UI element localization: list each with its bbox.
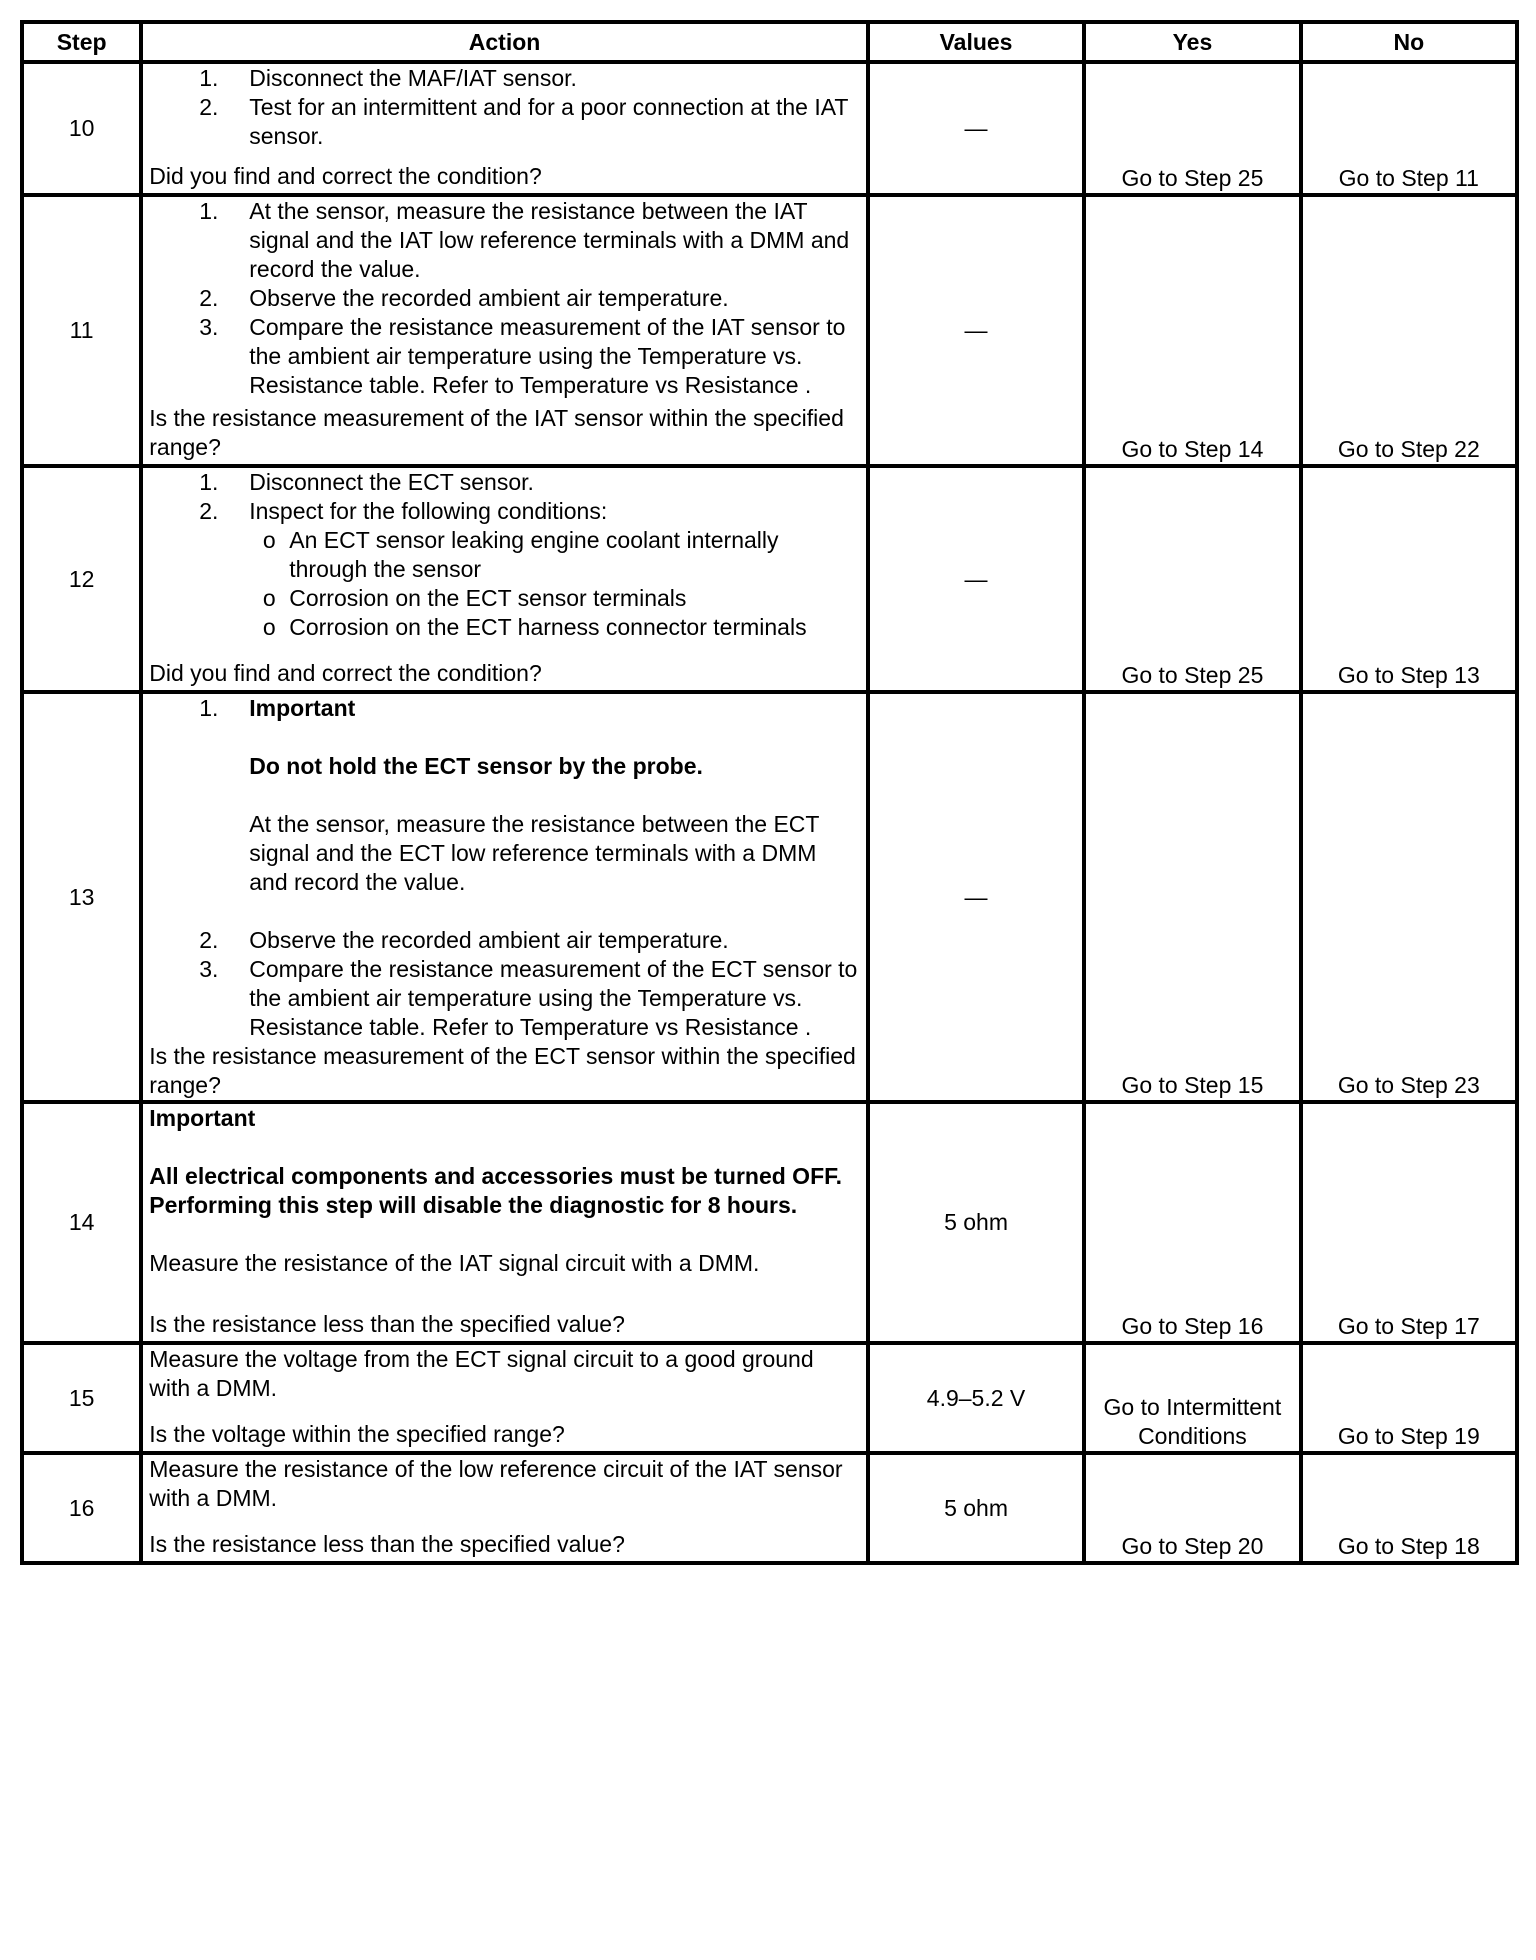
no-cell: Go to Step 11 — [1301, 62, 1517, 195]
list-item: 3. Compare the resistance measurement of the IAT sensor to the ambient air temperature using the Temperature vs. Resistance table. Refer to Temperature vs Resistance . — [199, 314, 846, 398]
action-cell — [141, 195, 868, 466]
step-number: 11 — [22, 195, 141, 466]
table-row — [22, 1102, 1517, 1343]
question-text: Is the resistance less than the specified value? — [149, 1531, 625, 1557]
question-text: Is the resistance measurement of the IAT sensor within the specified range? — [149, 405, 844, 460]
yes-cell: Go to Intermittent Conditions — [1084, 1343, 1300, 1453]
no-cell: Go to Step 18 — [1301, 1453, 1517, 1563]
list-item: 1. Disconnect the MAF/IAT sensor. — [199, 65, 577, 91]
sub-list-item: o Corrosion on the ECT sensor terminals — [149, 584, 860, 613]
important-label: Important — [249, 695, 356, 721]
question-text: Did you find and correct the condition? — [149, 660, 542, 686]
header-yes: Yes — [1084, 22, 1300, 62]
header-values: Values — [868, 22, 1084, 62]
table-row — [22, 466, 1517, 692]
sub-list-item: o An ECT sensor leaking engine coolant internally through the sensor — [149, 526, 860, 584]
no-cell: Go to Step 17 — [1301, 1102, 1517, 1343]
action-cell — [141, 466, 868, 692]
no-cell: Go to Step 19 — [1301, 1343, 1517, 1453]
yes-cell: Go to Step 20 — [1084, 1453, 1300, 1563]
value-cell: — — [868, 195, 1084, 466]
instruction-text: Measure the resistance of the IAT signal circuit with a DMM. — [149, 1250, 760, 1276]
step-number: 14 — [22, 1102, 141, 1343]
table-row — [22, 692, 1517, 1102]
step-number: 16 — [22, 1453, 141, 1563]
warning-text: All electrical components and accessories must be turned OFF. Performing this step will disable the diagnostic for 8 hours. — [149, 1163, 843, 1218]
action-cell — [141, 1102, 868, 1343]
instruction-text: At the sensor, measure the resistance between the ECT signal and the ECT low reference terminals with a DMM and record the value. — [249, 811, 820, 895]
important-label: Important — [149, 1105, 256, 1131]
step-number: 15 — [22, 1343, 141, 1453]
action-cell — [141, 692, 868, 1102]
list-item: 2. Observe the recorded ambient air temperature. — [199, 927, 729, 953]
header-row — [22, 22, 1517, 62]
warning-text: Do not hold the ECT sensor by the probe. — [249, 753, 703, 779]
diagnostic-table — [20, 20, 1519, 1565]
question-text: Is the voltage within the specified range? — [149, 1421, 565, 1447]
list-item: 3. Compare the resistance measurement of the ECT sensor to the ambient air temperature using the Temperature vs. Resistance table. Refer to Temperature vs Resistance . — [199, 956, 858, 1040]
list-item: 2. Observe the recorded ambient air temperature. — [199, 285, 729, 311]
value-cell: 5 ohm — [868, 1453, 1084, 1563]
list-item: 2. Test for an intermittent and for a poor connection at the IAT sensor. — [199, 94, 849, 149]
yes-cell: Go to Step 16 — [1084, 1102, 1300, 1343]
table-row — [22, 1453, 1517, 1563]
value-cell: — — [868, 62, 1084, 195]
value-cell: 4.9–5.2 V — [868, 1343, 1084, 1453]
value-cell: — — [868, 466, 1084, 692]
step-number: 12 — [22, 466, 141, 692]
step-number: 10 — [22, 62, 141, 195]
bullet-icon: o — [262, 585, 276, 611]
bullet-icon: o — [262, 614, 276, 640]
list-item: 2. Inspect for the following conditions: — [199, 498, 608, 524]
question-text: Is the resistance less than the specified value? — [149, 1311, 625, 1337]
no-cell: Go to Step 13 — [1301, 466, 1517, 692]
list-item: 1. At the sensor, measure the resistance between the IAT signal and the IAT low reference terminals with a DMM and record the value. — [199, 198, 850, 282]
yes-cell: Go to Step 25 — [1084, 62, 1300, 195]
header-action: Action — [141, 22, 868, 62]
step-number: 13 — [22, 692, 141, 1102]
header-step: Step — [22, 22, 141, 62]
list-item: 1. Important Do not hold the ECT sensor by the probe. At the sensor, measure the resistance between the ECT signal and the ECT low reference terminals with a DMM and record the value. — [149, 694, 860, 926]
list-item: 1. Disconnect the ECT sensor. — [199, 469, 534, 495]
action-cell — [141, 62, 868, 195]
action-cell — [141, 1453, 868, 1563]
bullet-icon: o — [262, 527, 276, 553]
instruction-text: Measure the voltage from the ECT signal circuit to a good ground with a DMM. — [149, 1346, 814, 1401]
header-no: No — [1301, 22, 1517, 62]
question-text: Did you find and correct the condition? — [149, 163, 542, 189]
yes-cell: Go to Step 14 — [1084, 195, 1300, 466]
table-row — [22, 62, 1517, 195]
yes-cell: Go to Step 25 — [1084, 466, 1300, 692]
sub-list-item: o Corrosion on the ECT harness connector terminals — [149, 613, 860, 642]
value-cell: — — [868, 692, 1084, 1102]
instruction-text: Measure the resistance of the low reference circuit of the IAT sensor with a DMM. — [149, 1456, 843, 1511]
yes-cell: Go to Step 15 — [1084, 692, 1300, 1102]
no-cell: Go to Step 22 — [1301, 195, 1517, 466]
table-row — [22, 195, 1517, 466]
value-cell: 5 ohm — [868, 1102, 1084, 1343]
question-text: Is the resistance measurement of the ECT sensor within the specified range? — [149, 1043, 856, 1098]
action-cell — [141, 1343, 868, 1453]
no-cell: Go to Step 23 — [1301, 692, 1517, 1102]
table-row — [22, 1343, 1517, 1453]
